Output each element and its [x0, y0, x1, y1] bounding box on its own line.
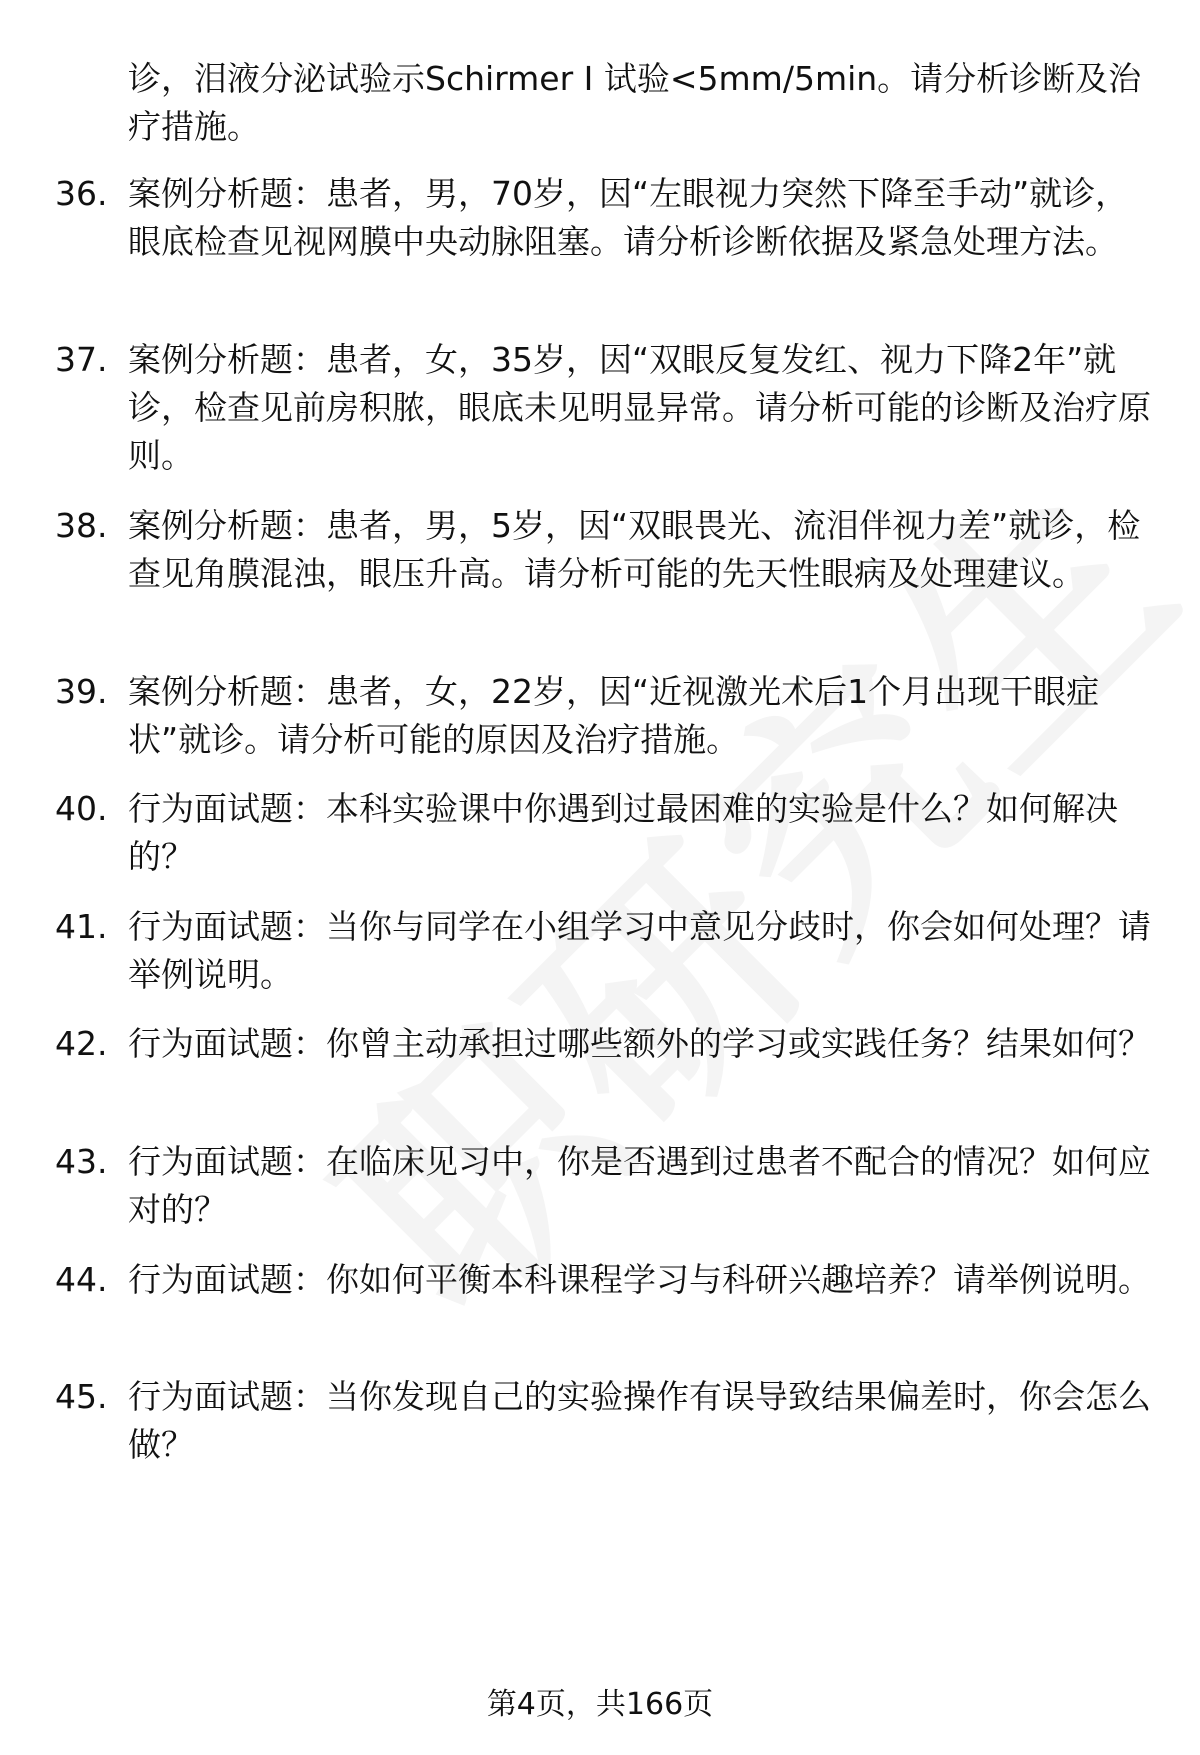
item-number: 41. [55, 907, 108, 946]
item-text: 行为面试题：本科实验课中你遇到过最困难的实验是什么？如何解决的？ [128, 789, 1118, 876]
item-number: 44. [55, 1260, 108, 1299]
item-text: 案例分析题：患者，女，35岁，因“双眼反复发红、视力下降2年”就诊，检查见前房积脓，眼底未见明显异常。请分析可能的诊断及治疗原则。 [128, 340, 1151, 475]
item-number: 45. [55, 1377, 108, 1416]
continuation-paragraph: 诊，泪液分泌试验示Schirmer Ⅰ 试验<5mm/5min。请分析诊断及治疗措施。 [128, 59, 1142, 146]
item-number: 37. [55, 340, 108, 379]
item-text: 行为面试题：当你发现自己的实验操作有误导致结果偏差时，你会怎么做？ [128, 1377, 1151, 1464]
item-text: 案例分析题：患者，男，5岁，因“双眼畏光、流泪伴视力差”就诊，检查见角膜混浊，眼压升高。请分析可能的先天性眼病及处理建议。 [128, 506, 1141, 593]
item-number: 39. [55, 672, 108, 711]
item-number: 36. [55, 174, 108, 213]
item-text: 行为面试题：在临床见习中，你是否遇到过患者不配合的情况？如何应对的？ [128, 1142, 1151, 1229]
item-text: 行为面试题：当你与同学在小组学习中意见分歧时，你会如何处理？请举例说明。 [128, 907, 1151, 994]
item-text: 案例分析题：患者，女，22岁，因“近视激光术后1个月出现干眼症状”就诊。请分析可能的原因及治疗措施。 [128, 672, 1100, 759]
item-number: 42. [55, 1024, 108, 1063]
item-text: 行为面试题：你曾主动承担过哪些额外的学习或实践任务？结果如何？ [128, 1024, 1151, 1063]
item-number: 40. [55, 789, 108, 828]
item-text: 行为面试题：你如何平衡本科课程学习与科研兴趣培养？请举例说明。 [128, 1260, 1151, 1299]
item-number: 38. [55, 506, 108, 545]
item-number: 43. [55, 1142, 108, 1181]
page-footer: 第4页，共166页 [486, 1687, 714, 1722]
item-text: 案例分析题：患者，男，70岁，因“左眼视力突然下降至手动”就诊，眼底检查见视网膜中央动脉阻塞。请分析诊断依据及紧急处理方法。 [128, 174, 1129, 261]
